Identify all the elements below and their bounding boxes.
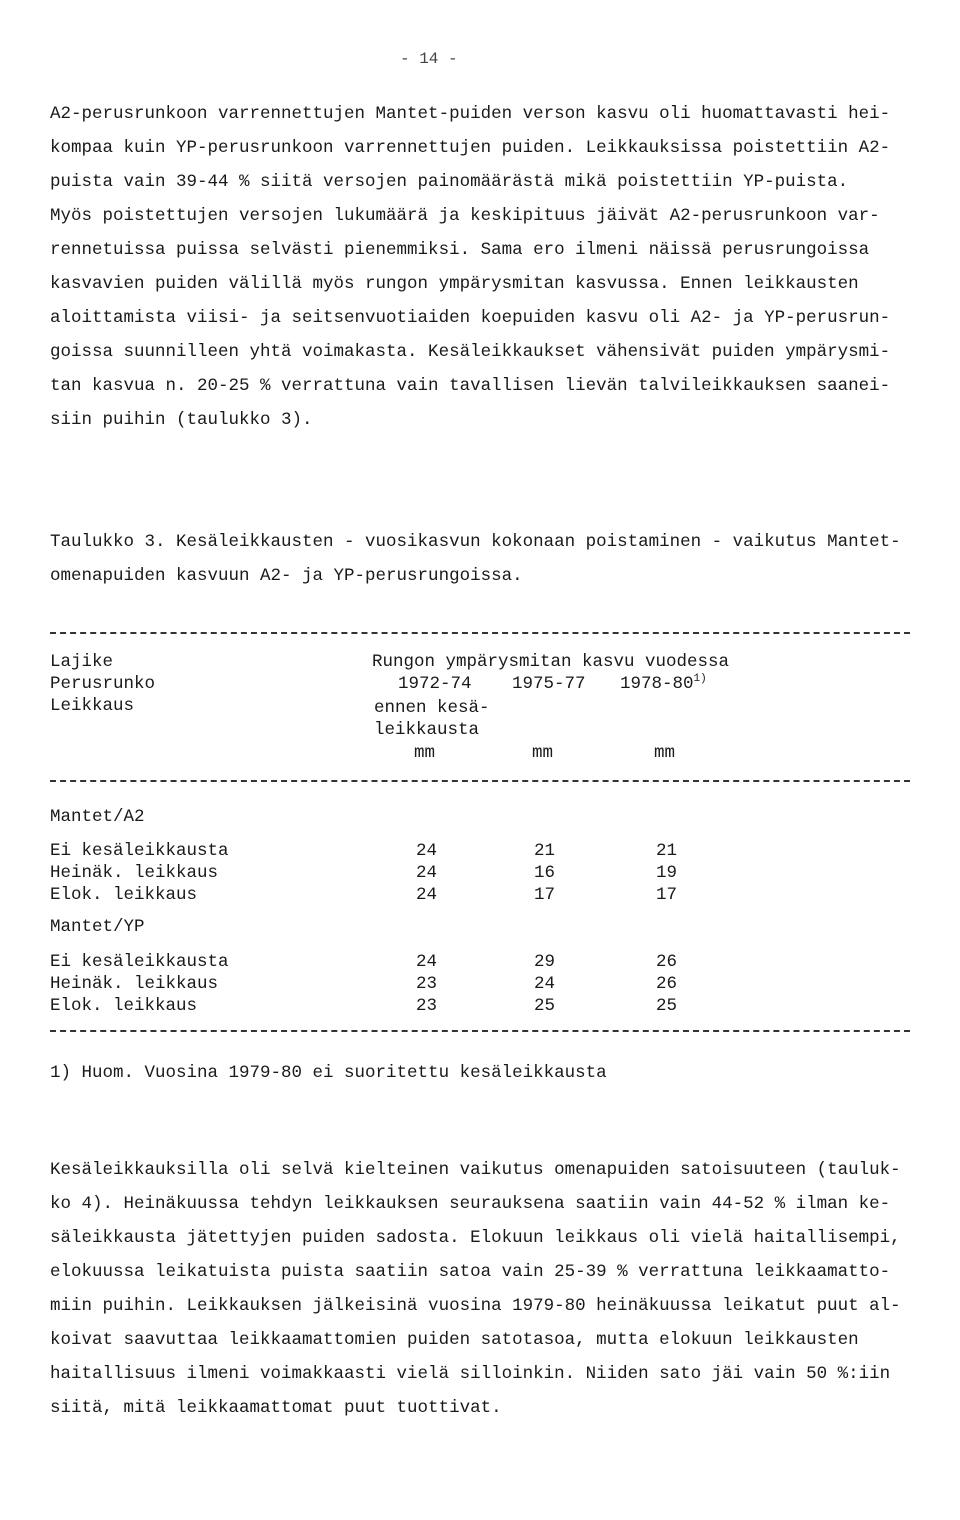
text-line: rennetuissa puissa selvästi pienemmiksi. Sama ero ilmeni näissä perusrungoissa [50,240,870,260]
text-line: kasvavien puiden välillä myös rungon ympärysmitan kasvussa. Ennen leikkausten [50,274,859,294]
row-label: Heinäk. leikkaus [50,863,219,883]
text-line: siin puihin (taulukko 3). [50,410,313,430]
text-line: aloittamista viisi- ja seitsenvuotiaiden koepuiden kasvu oli A2- ja YP-perusrun- [50,308,891,328]
cell-value: 16 [534,863,556,883]
row-label: Elok. leikkaus [50,996,198,1016]
column-header-year: 1978-80 [620,674,694,694]
text-line: haitallisuus ilmeni voimakkaasti vielä silloinkin. Niiden sato jäi vain 50 %:iin [50,1364,891,1384]
cell-value: 24 [416,952,438,972]
text-line: goissa suunnilleen yhtä voimakasta. Kesäleikkaukset vähensivät puiden ympärysmi- [50,342,891,362]
paragraph-growth [50,97,920,437]
table-footnote: 1) Huom. Vuosina 1979-80 ei suoritettu kesäleikkausta [50,1063,607,1083]
row-header-lajike: Lajike [50,652,114,672]
cell-value: 21 [534,841,556,861]
page-number: - 14 - [400,50,458,68]
cell-value: 24 [416,863,438,883]
cell-value: 25 [534,996,556,1016]
cell-value: 24 [416,885,438,905]
row-label: Ei kesäleikkausta [50,952,229,972]
table-rule-bottom [50,1030,910,1032]
table-rule-header [50,780,910,782]
column-header-1975-77: 1975-77 [512,674,586,694]
text-line: kompaa kuin YP-perusrunkoon varrennettujen puiden. Leikkauksissa poistettiin A2- [50,138,891,158]
text-line: Kesäleikkauksilla oli selvä kielteinen vaikutus omenapuiden satoisuuteen (tauluk- [50,1160,901,1180]
cell-value: 29 [534,952,556,972]
column-group-title: Rungon ympärysmitan kasvu vuodessa [372,652,730,672]
cell-value: 21 [656,841,678,861]
text-line: Myös poistettujen versojen lukumäärä ja keskipituus jäivät A2-perusrunkoon var- [50,206,880,226]
footnote-marker: 1) [693,673,707,686]
cell-value: 17 [534,885,556,905]
text-line: miin puihin. Leikkauksen jälkeisinä vuosina 1979-80 heinäkuussa leikatut puut al- [50,1296,901,1316]
column-note-line-1: ennen kesä- [374,698,490,718]
row-label: Heinäk. leikkaus [50,974,219,994]
text-line: säleikkausta jätettyjen puiden sadosta. Elokuun leikkaus oli vielä haitallisempi, [50,1228,901,1248]
unit-col1: mm [414,743,436,763]
row-header-leikkaus: Leikkaus [50,696,135,716]
cell-value: 17 [656,885,678,905]
cell-value: 23 [416,996,438,1016]
row-label: Ei kesäleikkausta [50,841,229,861]
cell-value: 19 [656,863,678,883]
paragraph-yield [50,1153,920,1425]
cell-value: 24 [416,841,438,861]
row-label: Elok. leikkaus [50,885,198,905]
text-line: ko 4). Heinäkuussa tehdyn leikkauksen seurauksena saatiin vain 44-52 % ilman ke- [50,1194,891,1214]
group-title-mantet-a2: Mantet/A2 [50,807,145,827]
text-line: puista vain 39-44 % siitä versojen painomäärästä mikä poistettiin YP-puista. [50,172,849,192]
caption-line: Taulukko 3. Kesäleikkausten - vuosikasvun kokonaan poistaminen - vaikutus Mantet- [50,532,901,552]
row-header-perusrunko: Perusrunko [50,674,156,694]
cell-value: 23 [416,974,438,994]
text-line: elokuussa leikatuista puista saatiin satoa vain 25-39 % verrattuna leikkaamatto- [50,1262,891,1282]
table-caption [50,525,920,593]
text-line: tan kasvua n. 20-25 % verrattuna vain tavallisen lievän talvileikkauksen saanei- [50,376,891,396]
cell-value: 24 [534,974,556,994]
column-header-1978-80 [620,673,707,695]
unit-col2: mm [532,743,554,763]
text-line: siitä, mitä leikkaamattomat puut tuottivat. [50,1398,502,1418]
unit-col3: mm [654,743,676,763]
caption-line: omenapuiden kasvuun A2- ja YP-perusrungoissa. [50,566,523,586]
column-header-1972-74: 1972-74 [398,674,472,694]
cell-value: 25 [656,996,678,1016]
group-title-mantet-yp: Mantet/YP [50,917,145,937]
cell-value: 26 [656,952,678,972]
column-note-line-2: leikkausta [374,720,480,740]
cell-value: 26 [656,974,678,994]
text-line: koivat saavuttaa leikkaamattomien puiden satotasoa, mutta elokuun leikkausten [50,1330,859,1350]
text-line: A2-perusrunkoon varrennettujen Mantet-puiden verson kasvu oli huomattavasti hei- [50,104,891,124]
table-rule-top [50,632,910,634]
